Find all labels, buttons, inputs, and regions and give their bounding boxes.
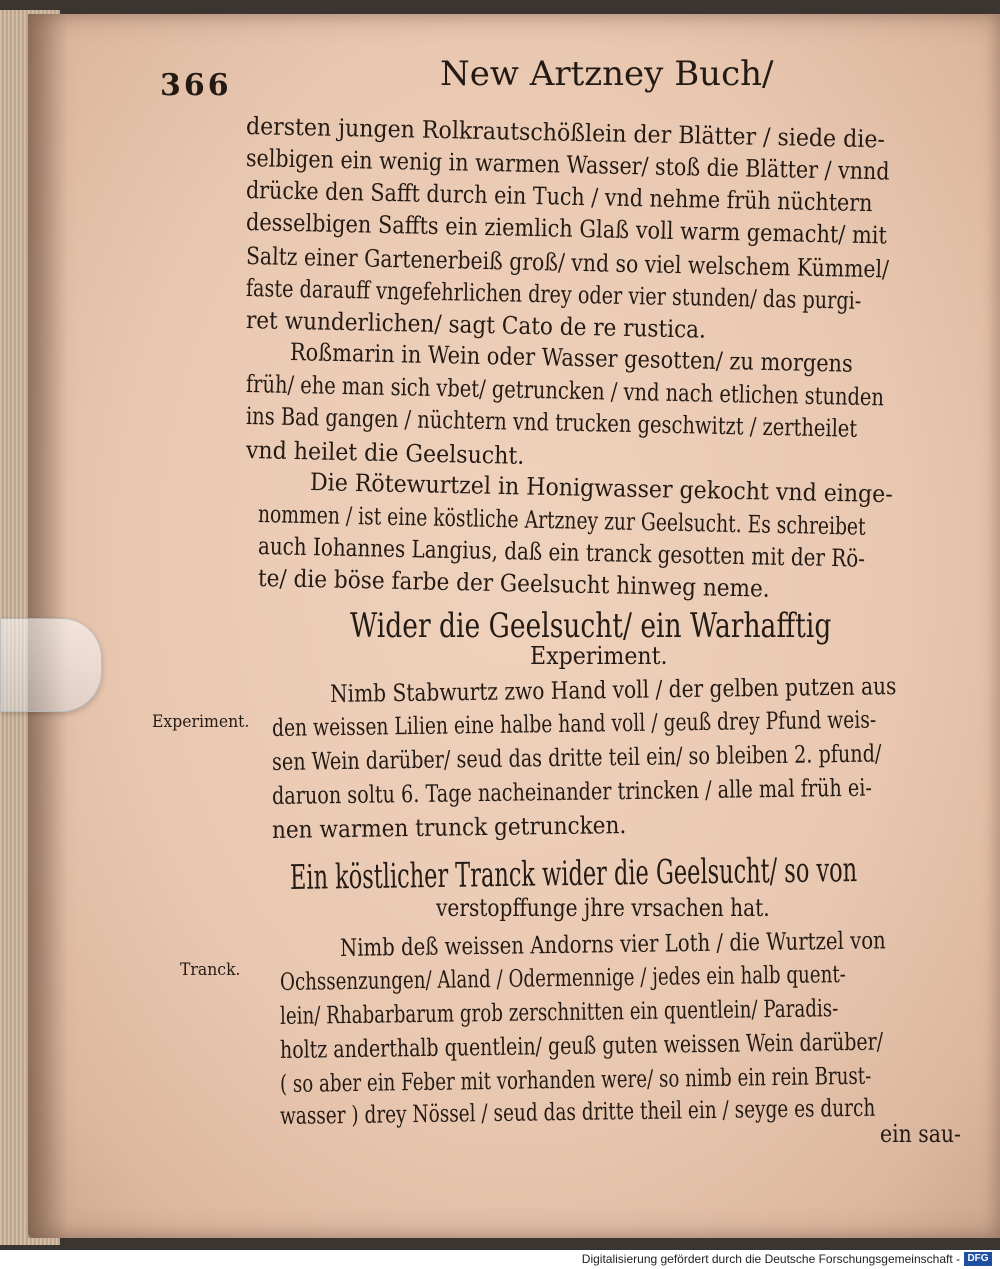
footer-bar [0,1250,1000,1269]
text-line: lein/ Rhabarbarum grob zerschnitten ein quentlein/ Paradis- [279,994,839,1030]
text-line: nommen / ist eine köstliche Artzney zur Geelsucht. Es schreibet [257,500,866,541]
text-line: drücke den Safft durch ein Tuch / vnd nehme früh nüchtern [245,176,873,218]
text-line: Ochssenzungen/ Aland / Odermennige / jedes ein halb quent- [279,960,847,996]
section-heading: Wider die Geelsucht/ ein Warhafftig [350,606,832,646]
text-line: vnd heilet die Geelsucht. [245,436,525,470]
text-line: sen Wein darüber/ seud das dritte teil ein/ so bleiben 2. pfund/ [271,739,882,776]
dfg-logo: DFG [964,1252,992,1266]
text-line: ins Bad gangen / nüchtern vnd trucken geschwitzt / zertheilet [245,402,858,443]
text-line: Nimb Stabwurtz zwo Hand voll / der gelben putzen aus [329,672,897,708]
section-subheading: Experiment. [530,642,668,670]
text-line: Die Rötewurtzel in Honigwasser gekocht vnd einge- [309,468,894,509]
text-line: wasser ) drey Nössel / seud das dritte theil ein / seyge es durch [279,1093,876,1130]
text-line: ret wunderlichen/ sagt Cato de re rustica. [245,306,707,344]
text-line: daruon soltu 6. Tage nacheinander trincken / alle mal früh ei- [271,773,873,810]
text-line: nen warmen trunck getruncken. [271,811,627,844]
text-line: desselbigen Saffts ein ziemlich Glaß voll warm gemacht/ mit [245,208,888,250]
text-line: holtz anderthalb quentlein/ geuß guten weissen Wein darüber/ [279,1027,884,1064]
section-heading: Ein köstlicher Tranck wider die Geelsucht/ so von [289,850,858,898]
page-clip [0,618,102,712]
text-line: auch Iohannes Langius, daß ein tranck gesotten mit der Rö- [257,532,866,573]
text-line: Roßmarin in Wein oder Wasser gesotten/ zu morgens [289,338,854,378]
text-line: früh/ ehe man sich vbet/ getruncken / vnd nach etlichen stunden [245,370,885,412]
text-line: faste darauff vngefehrlichen drey oder vier stunden/ das purgi- [245,274,862,315]
section-subheading: verstopffunge jhre vrsachen hat. [436,894,770,922]
text-line: ( so aber ein Feber mit vorhanden were/ so nimb ein rein Brust- [279,1061,872,1098]
running-head: New Artzney Buch/ [440,54,774,94]
text-line: selbigen ein wenig in warmen Wasser/ stoß die Blätter / vnnd [245,144,890,186]
funding-note: Digitalisierung gefördert durch die Deutsche Forschungsgemeinschaft - [581,1252,960,1266]
text-line: te/ die böse farbe der Geelsucht hinweg neme. [257,564,771,603]
text-line: dersten jungen Rolkrautschößlein der Blätter / siede die- [245,112,886,154]
text-line: Saltz einer Gartenerbeiß groß/ vnd so viel welschem Kümmel/ [245,242,890,284]
text-line: Nimb deß weissen Andorns vier Loth / die Wurtzel von [339,926,886,962]
text-line: den weissen Lilien eine halbe hand voll / geuß drey Pfund weis- [271,705,877,742]
catchword: ein sau- [880,1120,961,1148]
page-number: 366 [160,68,232,103]
margin-note: Experiment. [152,712,250,732]
margin-note: Tranck. [180,960,241,980]
